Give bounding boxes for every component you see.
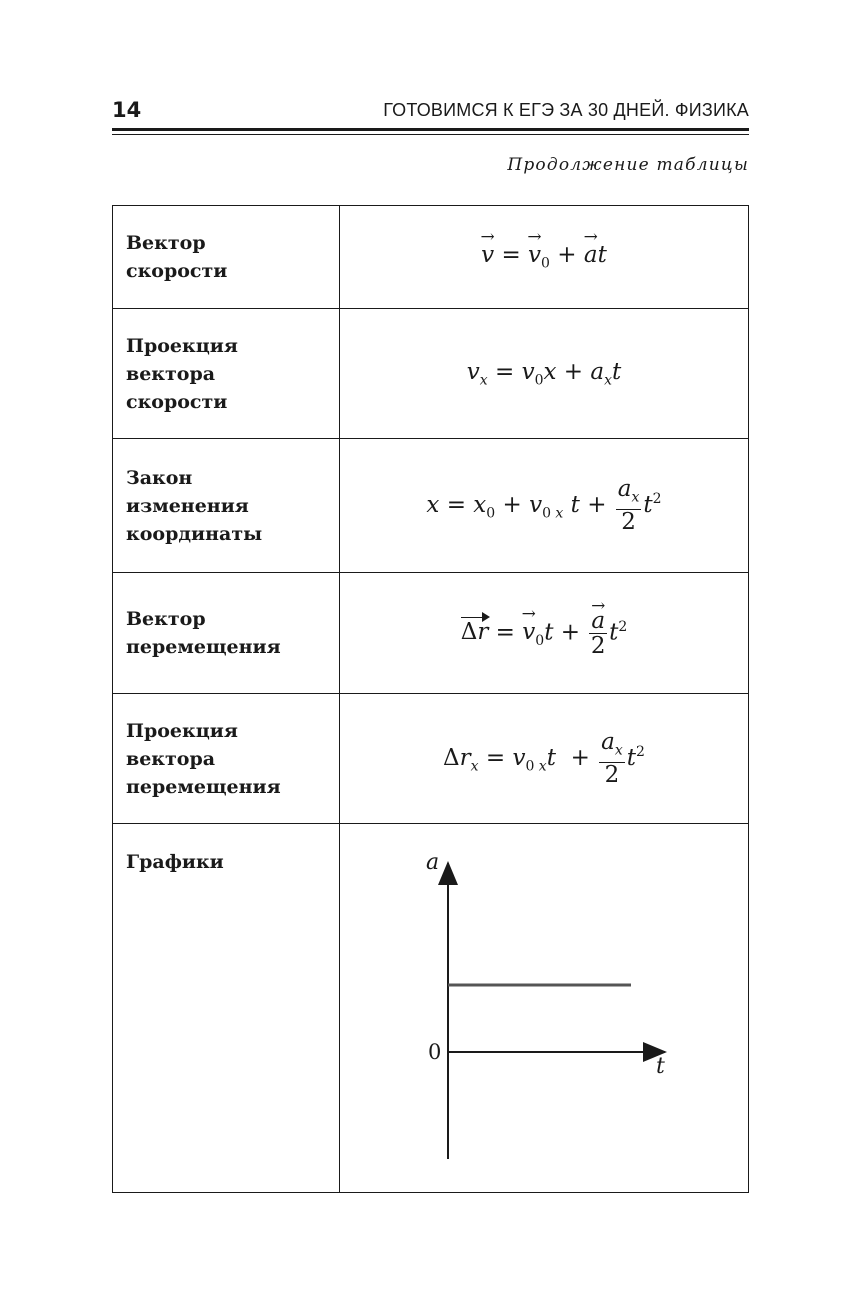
row-label <box>113 206 340 309</box>
coordinate-law-formula: $x = x_0 + v_{0 x}$ t + $\frac{a_x}{2}$ $t^2$ <box>340 439 749 573</box>
row-label <box>113 309 340 439</box>
x-axis-label: t <box>656 1053 665 1079</box>
row-label <box>113 824 340 1193</box>
y-axis-label: a <box>426 849 440 875</box>
row-label <box>113 694 340 824</box>
label-line: вектора <box>126 362 216 385</box>
displacement-projection-formula: $\Delta r_x = v_{0 x}t$ + $\frac{a_x}{2}$ $t^2$ <box>340 694 749 824</box>
table-row <box>113 309 749 439</box>
displacement-vector-formula: Δr = → $v_0t$ + → $\frac{a}{2}$ $t^2$ <box>340 573 749 694</box>
label-line: скорости <box>126 390 228 413</box>
label-line: Проекция <box>126 334 238 357</box>
label-line: перемещения <box>126 636 281 658</box>
table-row <box>113 206 749 309</box>
label-line: Закон <box>126 466 193 489</box>
formula-table <box>112 205 749 1193</box>
label-line: Вектор <box>126 608 206 630</box>
origin-label: 0 <box>428 1039 442 1064</box>
velocity-vector-formula: → v = → $v_0$ + → at <box>340 206 749 309</box>
acceleration-time-graph <box>340 825 760 1192</box>
label-line: перемещения <box>126 775 281 798</box>
table-row <box>113 824 749 1193</box>
page-header <box>112 92 749 131</box>
table-row <box>113 694 749 824</box>
table-row <box>113 573 749 694</box>
label-line: вектора <box>126 747 216 770</box>
running-title: ГОТОВИМСЯ К ЕГЭ ЗА 30 ДНЕЙ. ФИЗИКА <box>383 100 749 120</box>
label-line: координаты <box>126 522 263 545</box>
label-line: скорости <box>126 260 228 282</box>
label-line: Вектор <box>126 232 206 254</box>
label-line: Графики <box>126 851 224 873</box>
label-line: Проекция <box>126 719 238 742</box>
table-continuation-note: Продолжение таблицы <box>507 155 749 175</box>
table-row <box>113 439 749 573</box>
label-line: изменения <box>126 494 249 517</box>
page-number: 14 <box>112 98 142 122</box>
row-label <box>113 439 340 573</box>
row-label <box>113 573 340 694</box>
graph-cell <box>340 824 749 1193</box>
velocity-projection-formula: $v_x = v_0x + a_xt$ <box>340 309 749 439</box>
